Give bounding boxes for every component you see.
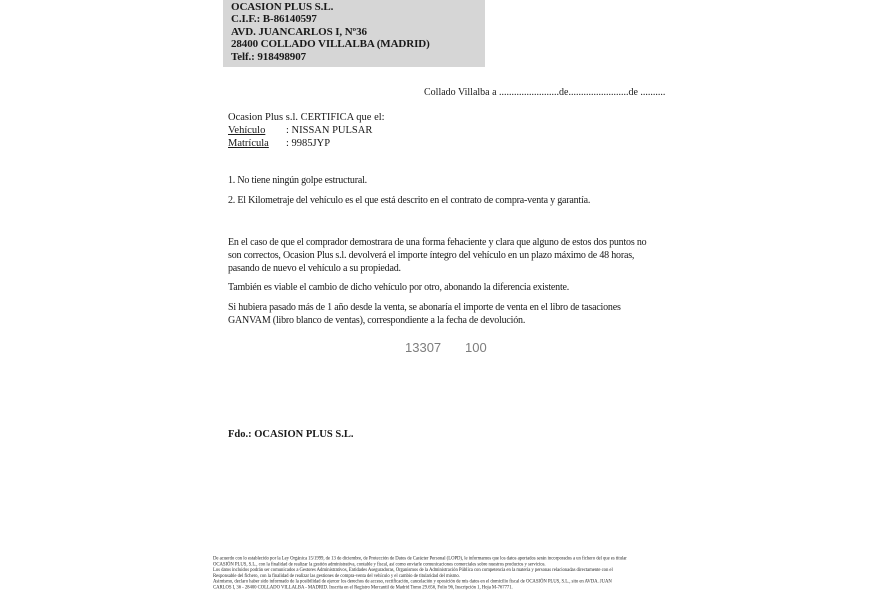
paragraph-ganvam-line: Si hubiera pasado más de 1 año desde la venta, se abonaría el importe de venta en el libro de tasaciones: [228, 302, 621, 313]
point-2: 2. El Kilometraje del vehículo es el que está descrito en el contrato de compra-venta y garantía.: [228, 195, 591, 206]
vehicle-row: [228, 124, 385, 137]
phone-line: Telf.: 918498907: [231, 50, 306, 63]
percent-field-value[interactable]: 100: [465, 340, 487, 355]
cif-line: C.I.F.: B-86140597: [231, 13, 317, 26]
legal-fine-print: [213, 556, 663, 591]
vehicle-label: Vehículo: [228, 125, 266, 136]
city-line: 28400 COLLADO VILLALBA (MADRID): [231, 38, 430, 51]
plate-row: [228, 137, 385, 150]
paragraph-ganvam: [228, 301, 621, 327]
legal-line: OCASIÓN PLUS, S.L., con la finalidad de realizar la gestión administrativa, contable y fiscal, así como enviarle comunicaciones comerciales sobre nuestros productos y servicios.: [213, 561, 546, 567]
paragraph-refund-line: son correctos, Ocasion Plus s.l. devolverá el importe íntegro del vehículo en un plazo máximo de 48 horas,: [228, 250, 635, 261]
paragraph-refund-line: pasando de nuevo el vehículo a su propiedad.: [228, 263, 401, 274]
legal-line: Responsable del fichero, con la finalidad de realizar las gestiones de compra-venta del vehículo y el cambio de titularidad del mismo.: [213, 573, 460, 579]
plate-value: : 9985JYP: [286, 138, 331, 149]
signature-line: Fdo.: OCASION PLUS S.L.: [228, 429, 354, 440]
legal-line: CARLOS I, 36 - 28400 COLLADO VILLALBA - MADRID. Inscrita en el Registro Mercantil de Madrid Tomo 29.656, Folio 96, Inscripción 1, Hoja M-767771.: [213, 584, 513, 590]
plate-label: Matrícula: [228, 138, 269, 149]
point-1: 1. No tiene ningún golpe estructural.: [228, 175, 367, 186]
certify-block: [228, 111, 385, 150]
kilometers-field-value[interactable]: 13307: [405, 340, 442, 355]
company-name: OCASION PLUS S.L.: [231, 1, 334, 13]
vehicle-value: : NISSAN PULSAR: [286, 125, 373, 136]
paragraph-refund: [228, 236, 646, 275]
letterhead: [223, 0, 485, 67]
legal-line: Asimismo, declaro haber sido informado de la posibilidad de ejercer los derechos de acceso, rectificación, cancelación y oposición de mis datos en el domicilio fiscal de OCASIÓN PLUS, S.L., sito en AVDA. JUAN: [213, 579, 612, 584]
legal-line: Los datos incluidos podrán ser comunicados a Gestores Administrativos, Entidades Aseguradoras, Organismos de la Administración Pública con competencia en la materia y personas relacionadas directamente con el: [213, 567, 613, 573]
date-line: Collado Villalba a ........................de........................de ..........: [424, 87, 666, 98]
paragraph-ganvam-line: GANVAM (libro blanco de ventas), correspondiente a la fecha de devolución.: [228, 315, 526, 326]
address-line: AVD. JUANCARLOS I, Nº36: [231, 25, 367, 38]
paragraph-exchange: También es viable el cambio de dicho vehículo por otro, abonando la diferencia existente.: [228, 282, 570, 293]
certify-intro: Ocasion Plus s.l. CERTIFICA que el:: [228, 112, 385, 123]
paragraph-refund-line: En el caso de que el comprador demostrara de una forma fehaciente y clara que alguno de estos dos puntos no: [228, 237, 647, 248]
legal-line: De acuerdo con lo establecido por la Ley Orgánica 15/1999, de 13 de diciembre, de Protección de Datos de Carácter Personal (LOPD), le informamos que los datos aportados serán incorporados a un fichero del que es titular: [213, 556, 627, 561]
